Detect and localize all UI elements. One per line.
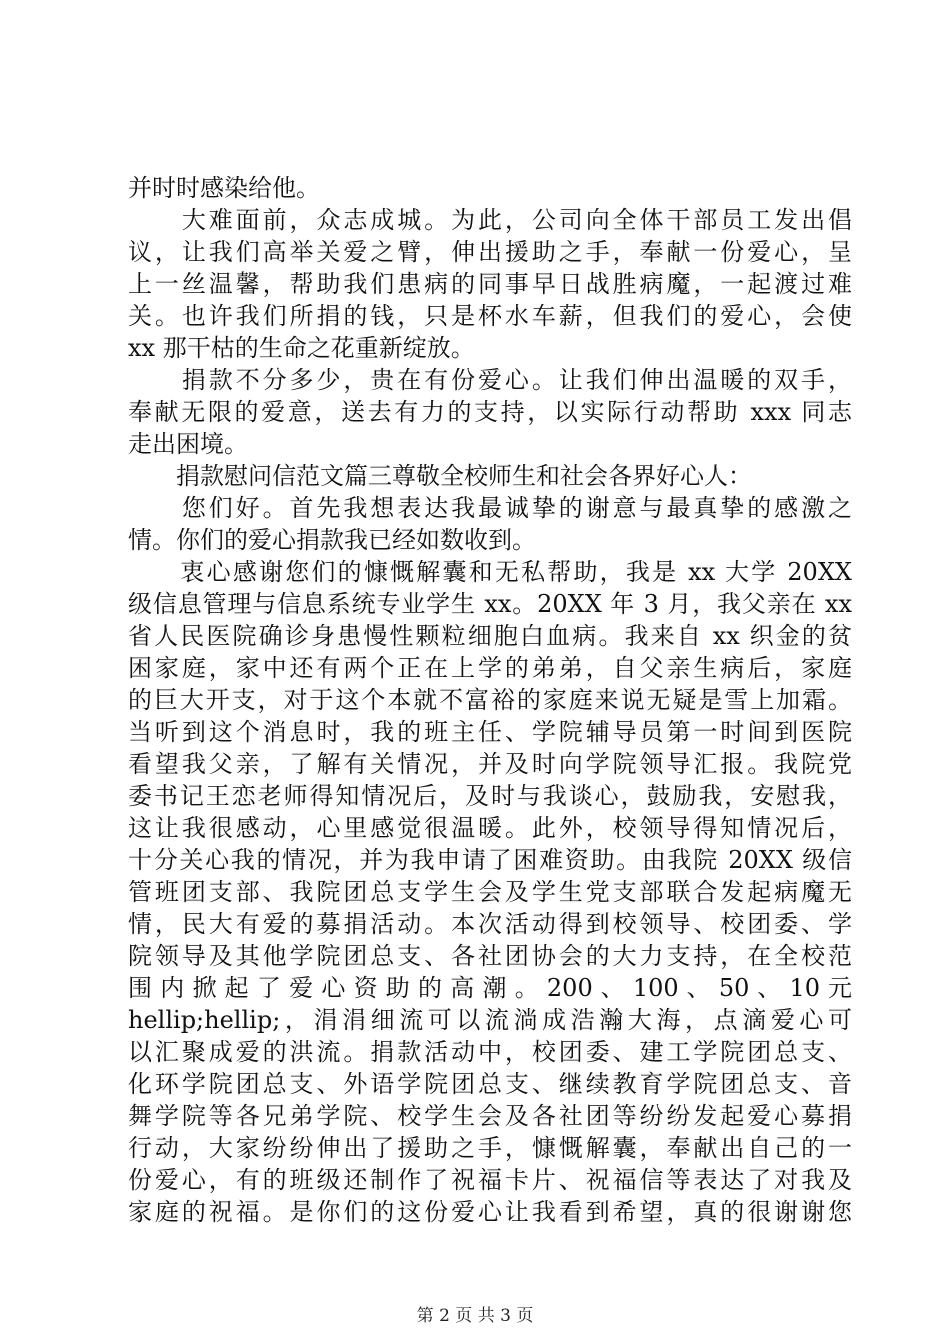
- text-line: 化环学院团总支、外语学院团总支、继续教育学院团总支、音: [128, 1070, 852, 1098]
- text-line: hellip;hellip;，涓涓细流可以流淌成浩瀚大海，点滴爱心可: [128, 1006, 852, 1034]
- text-line: 您们好。首先我想表达我最诚挚的谢意与最真挚的感激之: [128, 494, 852, 522]
- text-line: 家庭的祝福。是你们的这份爱心让我看到希望，真的很谢谢您: [128, 1198, 852, 1226]
- text-line: 省人民医院确诊身患慢性颗粒细胞白血病。我来自 xx 织金的贫: [128, 622, 852, 650]
- text-line: 级信息管理与信息系统专业学生 xx。20XX 年 3 月，我父亲在 xx: [128, 590, 852, 618]
- text-line: 院领导及其他学院团总支、各社团协会的大力支持，在全校范: [128, 942, 852, 970]
- text-line: 议，让我们高举关爱之臂，伸出援助之手，奉献一份爱心，呈: [128, 238, 852, 266]
- text-line: 情。你们的爱心捐款我已经如数收到。: [128, 526, 536, 554]
- text-line: 以汇聚成爱的洪流。捐款活动中，校团委、建工学院团总支、: [128, 1038, 852, 1066]
- document-body: [128, 172, 852, 1228]
- text-line: 关。也许我们所捐的钱，只是杯水车薪，但我们的爱心，会使: [128, 302, 852, 330]
- text-line: 困家庭，家中还有两个正在上学的弟弟，自父亲生病后，家庭: [128, 654, 852, 682]
- text-line: 份爱心，有的班级还制作了祝福卡片、祝福信等表达了对我及: [128, 1166, 852, 1194]
- text-line: 捐款慰问信范文篇三尊敬全校师生和社会各界好心人：: [128, 462, 752, 490]
- text-line: 情，民大有爱的募捐活动。本次活动得到校领导、校团委、学: [128, 910, 852, 938]
- page-footer: 第 2 页 共 3 页: [416, 1306, 534, 1326]
- text-line: 十分关心我的情况，并为我申请了困难资助。由我院 20XX 级信: [128, 846, 852, 874]
- text-line: 的巨大开支，对于这个本就不富裕的家庭来说无疑是雪上加霜。: [128, 686, 852, 714]
- text-line: 舞学院等各兄弟学院、校学生会及各社团等纷纷发起爱心募捐: [128, 1102, 852, 1130]
- text-line: 看望我父亲，了解有关情况，并及时向学院领导汇报。我院党: [128, 750, 852, 778]
- text-line: 管班团支部、我院团总支学生会及学生党支部联合发起病魔无: [128, 878, 852, 906]
- text-line: 捐款不分多少，贵在有份爱心。让我们伸出温暖的双手，: [128, 366, 852, 394]
- text-line: 衷心感谢您们的慷慨解囊和无私帮助，我是 xx 大学 20XX: [128, 558, 852, 586]
- text-line: 奉献无限的爱意，送去有力的支持，以实际行动帮助 xxx 同志: [128, 398, 852, 426]
- text-line: 走出困境。: [128, 430, 248, 458]
- text-line: 并时时感染给他。: [128, 174, 320, 202]
- text-line: 上一丝温馨，帮助我们患病的同事早日战胜病魔，一起渡过难: [128, 270, 852, 298]
- text-line: 围 内 掀 起 了 爱 心 资 助 的 高 潮 。 200 、 100 、 50 、 10 元: [128, 974, 852, 1002]
- text-line: xx 那干枯的生命之花重新绽放。: [128, 334, 475, 362]
- text-line: 这让我很感动，心里感觉很温暖。此外，校领导得知情况后，: [128, 814, 852, 842]
- text-line: 行动，大家纷纷伸出了援助之手，慷慨解囊，奉献出自己的一: [128, 1134, 852, 1162]
- text-line: 大难面前，众志成城。为此，公司向全体干部员工发出倡: [128, 206, 852, 234]
- text-line: 委书记王恋老师得知情况后，及时与我谈心，鼓励我，安慰我，: [128, 782, 852, 810]
- text-line: 当听到这个消息时，我的班主任、学院辅导员第一时间到医院: [128, 718, 852, 746]
